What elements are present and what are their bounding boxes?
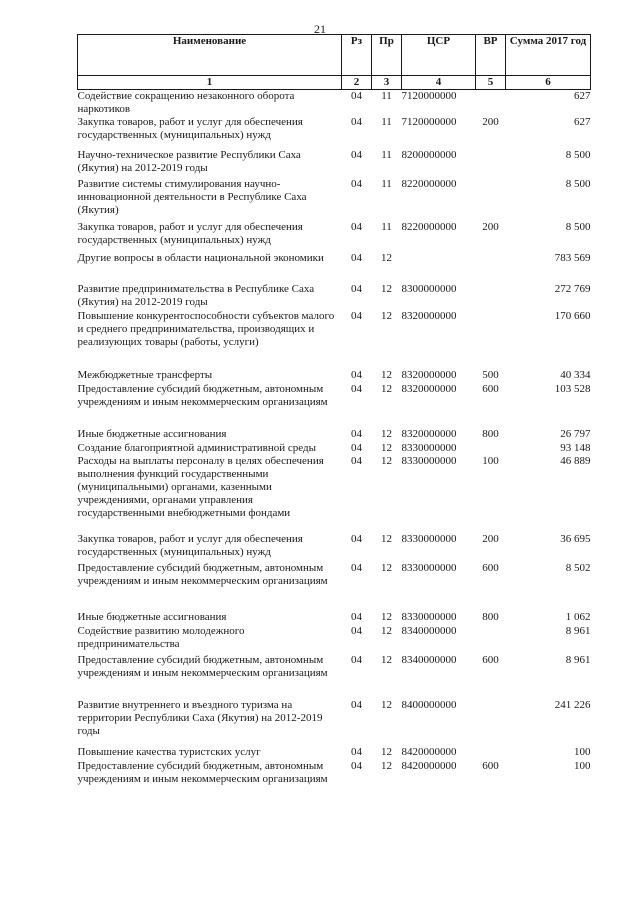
row-vr: 100 bbox=[482, 455, 499, 467]
header-vr: ВР bbox=[476, 35, 506, 76]
row-name: Расходы на выплаты персоналу в целях обеспечения выполнения функций государственными (муниципальными) органами, казенными учреждениями, органами управления государственными внебюджетными фондами bbox=[77, 455, 324, 519]
row-name: Научно-техническое развитие Республики Саха (Якутия) на 2012-2019 годы bbox=[77, 149, 301, 174]
row-csr: 8400000000 bbox=[401, 699, 457, 711]
row-sum: 100 bbox=[574, 746, 591, 758]
row-sum: 272 769 bbox=[554, 283, 591, 295]
column-number: 2 bbox=[342, 76, 372, 90]
table-row bbox=[78, 746, 591, 760]
row-pr: 12 bbox=[381, 383, 392, 395]
table-row bbox=[78, 221, 591, 252]
row-rz: 04 bbox=[351, 533, 362, 545]
row-csr: 7120000000 bbox=[401, 90, 457, 102]
row-sum: 40 334 bbox=[560, 369, 591, 381]
row-pr: 12 bbox=[381, 625, 392, 637]
header-rz: Рз bbox=[342, 35, 372, 76]
row-name: Предоставление субсидий бюджетным, автономным учреждениям и иным некоммерческим организациям bbox=[77, 562, 328, 587]
row-pr: 11 bbox=[381, 149, 392, 161]
row-vr: 200 bbox=[482, 116, 499, 128]
header-name: Наименование bbox=[78, 35, 342, 76]
column-number: 5 bbox=[476, 76, 506, 90]
row-rz: 04 bbox=[351, 221, 362, 233]
table-row bbox=[78, 252, 591, 283]
table-row bbox=[78, 116, 591, 149]
row-sum: 26 797 bbox=[560, 428, 591, 440]
row-rz: 04 bbox=[351, 428, 362, 440]
row-pr: 12 bbox=[381, 562, 392, 574]
row-sum: 8 500 bbox=[565, 178, 591, 190]
row-csr: 8330000000 bbox=[401, 562, 457, 574]
row-vr: 600 bbox=[482, 383, 499, 395]
column-number: 3 bbox=[372, 76, 402, 90]
row-csr: 8330000000 bbox=[401, 442, 457, 454]
row-vr: 500 bbox=[482, 369, 499, 381]
row-csr: 8330000000 bbox=[401, 455, 457, 467]
table-row bbox=[78, 625, 591, 654]
column-number: 4 bbox=[402, 76, 476, 90]
row-sum: 8 500 bbox=[565, 149, 591, 161]
row-sum: 8 500 bbox=[565, 221, 591, 233]
row-name: Закупка товаров, работ и услуг для обеспечения государственных (муниципальных) нужд bbox=[77, 221, 303, 246]
row-name: Закупка товаров, работ и услуг для обеспечения государственных (муниципальных) нужд bbox=[77, 533, 303, 558]
row-pr: 12 bbox=[381, 283, 392, 295]
row-name: Содействие сокращению незаконного оборота наркотиков bbox=[77, 90, 295, 115]
table-row bbox=[78, 178, 591, 221]
row-csr: 8420000000 bbox=[401, 760, 457, 772]
row-sum: 100 bbox=[574, 760, 591, 772]
table-row bbox=[78, 442, 591, 455]
row-rz: 04 bbox=[351, 283, 362, 295]
row-pr: 11 bbox=[381, 221, 392, 233]
row-name: Предоставление субсидий бюджетным, автономным учреждениям и иным некоммерческим организациям bbox=[77, 383, 328, 408]
row-pr: 12 bbox=[381, 760, 392, 772]
row-sum: 103 528 bbox=[554, 383, 591, 395]
column-number: 6 bbox=[506, 76, 591, 90]
row-vr: 200 bbox=[482, 533, 499, 545]
row-rz: 04 bbox=[351, 116, 362, 128]
row-vr bbox=[476, 252, 506, 283]
row-pr: 12 bbox=[381, 746, 392, 758]
row-rz: 04 bbox=[351, 310, 362, 322]
row-vr: 600 bbox=[482, 654, 499, 666]
row-name: Развитие внутреннего и въездного туризма на территории Республики Саха (Якутия) на 2012-2019 годы bbox=[77, 699, 323, 737]
row-rz: 04 bbox=[351, 455, 362, 467]
row-pr: 12 bbox=[381, 533, 392, 545]
row-rz: 04 bbox=[351, 178, 362, 190]
row-pr: 11 bbox=[381, 116, 392, 128]
table-row bbox=[78, 310, 591, 369]
row-csr: 8300000000 bbox=[401, 283, 457, 295]
row-csr: 8220000000 bbox=[401, 178, 457, 190]
table-row bbox=[78, 654, 591, 699]
row-csr bbox=[402, 252, 476, 283]
row-vr: 200 bbox=[482, 221, 499, 233]
row-rz: 04 bbox=[351, 625, 362, 637]
row-rz: 04 bbox=[351, 149, 362, 161]
row-csr: 8320000000 bbox=[401, 310, 457, 322]
row-csr: 8200000000 bbox=[401, 149, 457, 161]
table-row bbox=[78, 428, 591, 442]
row-rz: 04 bbox=[351, 760, 362, 772]
row-csr: 8320000000 bbox=[401, 428, 457, 440]
row-csr: 8320000000 bbox=[401, 383, 457, 395]
row-vr: 800 bbox=[482, 611, 499, 623]
row-csr: 8420000000 bbox=[401, 746, 457, 758]
row-name: Содействие развитию молодежного предпринимательства bbox=[77, 625, 245, 650]
row-rz: 04 bbox=[351, 654, 362, 666]
row-pr: 12 bbox=[381, 310, 392, 322]
row-vr bbox=[476, 178, 506, 221]
row-sum: 1 062 bbox=[565, 611, 591, 623]
row-csr: 8330000000 bbox=[401, 611, 457, 623]
row-csr: 8220000000 bbox=[401, 221, 457, 233]
row-name: Предоставление субсидий бюджетным, автономным учреждениям и иным некоммерческим организациям bbox=[77, 654, 328, 679]
row-name: Повышение качества туристских услуг bbox=[77, 746, 261, 758]
row-vr bbox=[476, 625, 506, 654]
row-name: Развитие предпринимательства в Республике Саха (Якутия) на 2012-2019 годы bbox=[77, 283, 315, 308]
row-name: Иные бюджетные ассигнования bbox=[77, 428, 227, 440]
row-vr: 600 bbox=[482, 760, 499, 772]
row-pr: 12 bbox=[381, 654, 392, 666]
row-name: Развитие системы стимулирования научно-инновационной деятельности в Республике Саха (Якутия) bbox=[77, 178, 307, 216]
row-name: Создание благоприятной административной среды bbox=[77, 442, 317, 454]
row-pr: 12 bbox=[381, 428, 392, 440]
row-vr bbox=[476, 746, 506, 760]
row-pr: 11 bbox=[381, 90, 392, 102]
table-row bbox=[78, 90, 591, 117]
row-vr bbox=[476, 283, 506, 310]
row-sum: 170 660 bbox=[554, 310, 591, 322]
budget-table bbox=[77, 34, 591, 789]
row-rz: 04 bbox=[351, 611, 362, 623]
row-name: Предоставление субсидий бюджетным, автономным учреждениям и иным некоммерческим организациям bbox=[77, 760, 328, 785]
row-sum: 93 148 bbox=[560, 442, 591, 454]
row-sum: 627 bbox=[574, 116, 591, 128]
row-rz: 04 bbox=[351, 252, 362, 264]
row-csr: 7120000000 bbox=[401, 116, 457, 128]
row-name: Закупка товаров, работ и услуг для обеспечения государственных (муниципальных) нужд bbox=[77, 116, 303, 141]
table-body bbox=[78, 90, 591, 790]
row-pr: 12 bbox=[381, 369, 392, 381]
table-row bbox=[78, 699, 591, 746]
header-sum: Сумма 2017 год bbox=[506, 35, 591, 76]
row-rz: 04 bbox=[351, 90, 362, 102]
row-pr: 12 bbox=[381, 442, 392, 454]
row-sum: 627 bbox=[574, 90, 591, 102]
row-rz: 04 bbox=[351, 369, 362, 381]
row-sum: 8 961 bbox=[565, 625, 591, 637]
header-pr: Пр bbox=[372, 35, 402, 76]
row-rz: 04 bbox=[351, 699, 362, 711]
table-row bbox=[78, 369, 591, 383]
row-pr: 12 bbox=[381, 252, 392, 264]
table-header-row bbox=[78, 35, 591, 76]
row-sum: 36 695 bbox=[560, 533, 591, 545]
row-rz: 04 bbox=[351, 746, 362, 758]
row-sum: 8 961 bbox=[565, 654, 591, 666]
row-name: Другие вопросы в области национальной экономики bbox=[77, 252, 324, 264]
table-row bbox=[78, 455, 591, 533]
row-csr: 8340000000 bbox=[401, 654, 457, 666]
row-vr: 600 bbox=[482, 562, 499, 574]
table-row bbox=[78, 562, 591, 611]
table-row bbox=[78, 760, 591, 789]
table-row bbox=[78, 533, 591, 562]
row-rz: 04 bbox=[351, 442, 362, 454]
column-number: 1 bbox=[78, 76, 342, 90]
table-row bbox=[78, 611, 591, 625]
table-row bbox=[78, 283, 591, 310]
row-sum: 783 569 bbox=[554, 252, 591, 264]
row-vr bbox=[476, 149, 506, 178]
row-pr: 12 bbox=[381, 611, 392, 623]
table-row bbox=[78, 383, 591, 428]
row-csr: 8320000000 bbox=[401, 369, 457, 381]
row-pr: 12 bbox=[381, 455, 392, 467]
row-rz: 04 bbox=[351, 383, 362, 395]
column-number-row bbox=[78, 76, 591, 90]
header-csr: ЦСР bbox=[402, 35, 476, 76]
row-name: Межбюджетные трансферты bbox=[77, 369, 213, 381]
row-vr bbox=[476, 442, 506, 455]
row-name: Иные бюджетные ассигнования bbox=[77, 611, 227, 623]
row-vr bbox=[476, 310, 506, 369]
row-csr: 8330000000 bbox=[401, 533, 457, 545]
row-rz: 04 bbox=[351, 562, 362, 574]
row-vr bbox=[476, 699, 506, 746]
table-row bbox=[78, 149, 591, 178]
row-sum: 8 502 bbox=[565, 562, 591, 574]
row-sum: 241 226 bbox=[554, 699, 591, 711]
row-sum: 46 889 bbox=[560, 455, 591, 467]
row-pr: 11 bbox=[381, 178, 392, 190]
row-pr: 12 bbox=[381, 699, 392, 711]
row-vr bbox=[476, 90, 506, 117]
row-name: Повышение конкурентоспособности субъектов малого и среднего предпринимательства, производящих и реализующих товары (работы, услуги) bbox=[77, 310, 335, 348]
row-vr: 800 bbox=[482, 428, 499, 440]
page-number: 21 bbox=[314, 22, 326, 36]
row-csr: 8340000000 bbox=[401, 625, 457, 637]
